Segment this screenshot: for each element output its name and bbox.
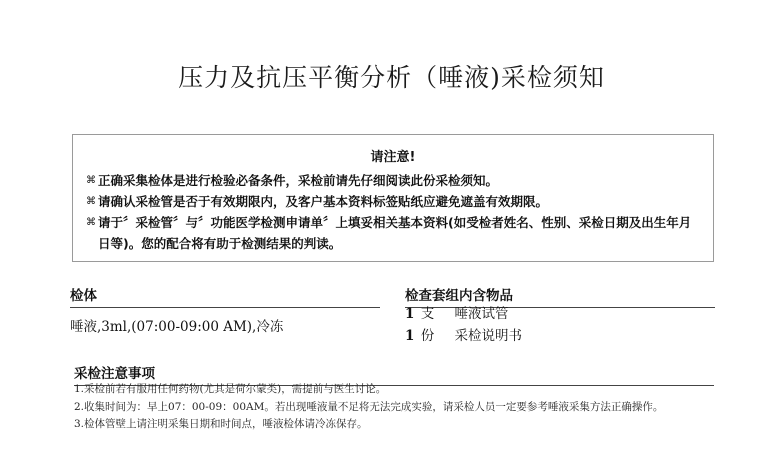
notice-item — [86, 170, 698, 191]
kit-item — [405, 303, 522, 325]
kit-item-quantity: 1 — [405, 306, 415, 322]
notice-box — [72, 134, 714, 262]
specimen-heading: 检体 — [70, 284, 380, 308]
precautions-list — [74, 382, 674, 435]
kit-item-name: 唾液试管 — [454, 306, 509, 322]
kit-item-unit: 支 — [420, 306, 435, 322]
command-symbol-icon: ⌘ — [86, 217, 96, 228]
precaution-item: 2.收集时间为：早上07：00-09：00AM。若出现唾液量不足将无法完成实验，请采检人员一定要参考唾液采集方法正确操作。 — [74, 400, 664, 413]
command-symbol-icon: ⌘ — [86, 196, 96, 207]
notice-item-text: 正确采集检体是进行检验必备条件，采检前请先仔细阅读此份采检须知。 — [98, 173, 499, 188]
kit-list — [405, 303, 522, 347]
notice-heading: 请注意! — [370, 150, 416, 165]
page-title: 压力及抗压平衡分析（唾液)采检须知 — [178, 63, 605, 92]
kit-heading: 检查套组内含物品 — [405, 284, 715, 308]
kit-item-name: 采检说明书 — [454, 328, 522, 344]
precaution-item: 3.检体管壁上请注明采集日期和时间点，唾液检体请冷冻保存。 — [74, 418, 368, 430]
command-symbol-icon: ⌘ — [86, 175, 96, 186]
specimen-description: 唾液,3ml,(07:00-09:00 AM),冷冻 — [70, 319, 284, 335]
kit-item-quantity: 1 — [405, 328, 415, 344]
notice-list — [86, 170, 698, 254]
notice-item-text: 请确认采检管是否于有效期限内，及客户基本资料标签贴纸应避免遮盖有效期限。 — [98, 194, 549, 209]
kit-item-unit: 份 — [420, 328, 435, 344]
notice-item — [86, 191, 698, 212]
notice-item-text: 请于〞采检管〞与〞功能医学检测申请单〞上填妥相关基本资料(如受检者姓名、性别、采检日期及出生年月日等)。您的配合将有助于检测结果的判读。 — [98, 215, 692, 251]
precautions-heading: 采检注意事项 — [74, 362, 714, 386]
notice-item — [86, 212, 698, 254]
precaution-item: 1.采检前若有服用任何药物(尤其是荷尔蒙类)，需提前与医生讨论。 — [74, 383, 387, 395]
kit-item — [405, 325, 522, 347]
